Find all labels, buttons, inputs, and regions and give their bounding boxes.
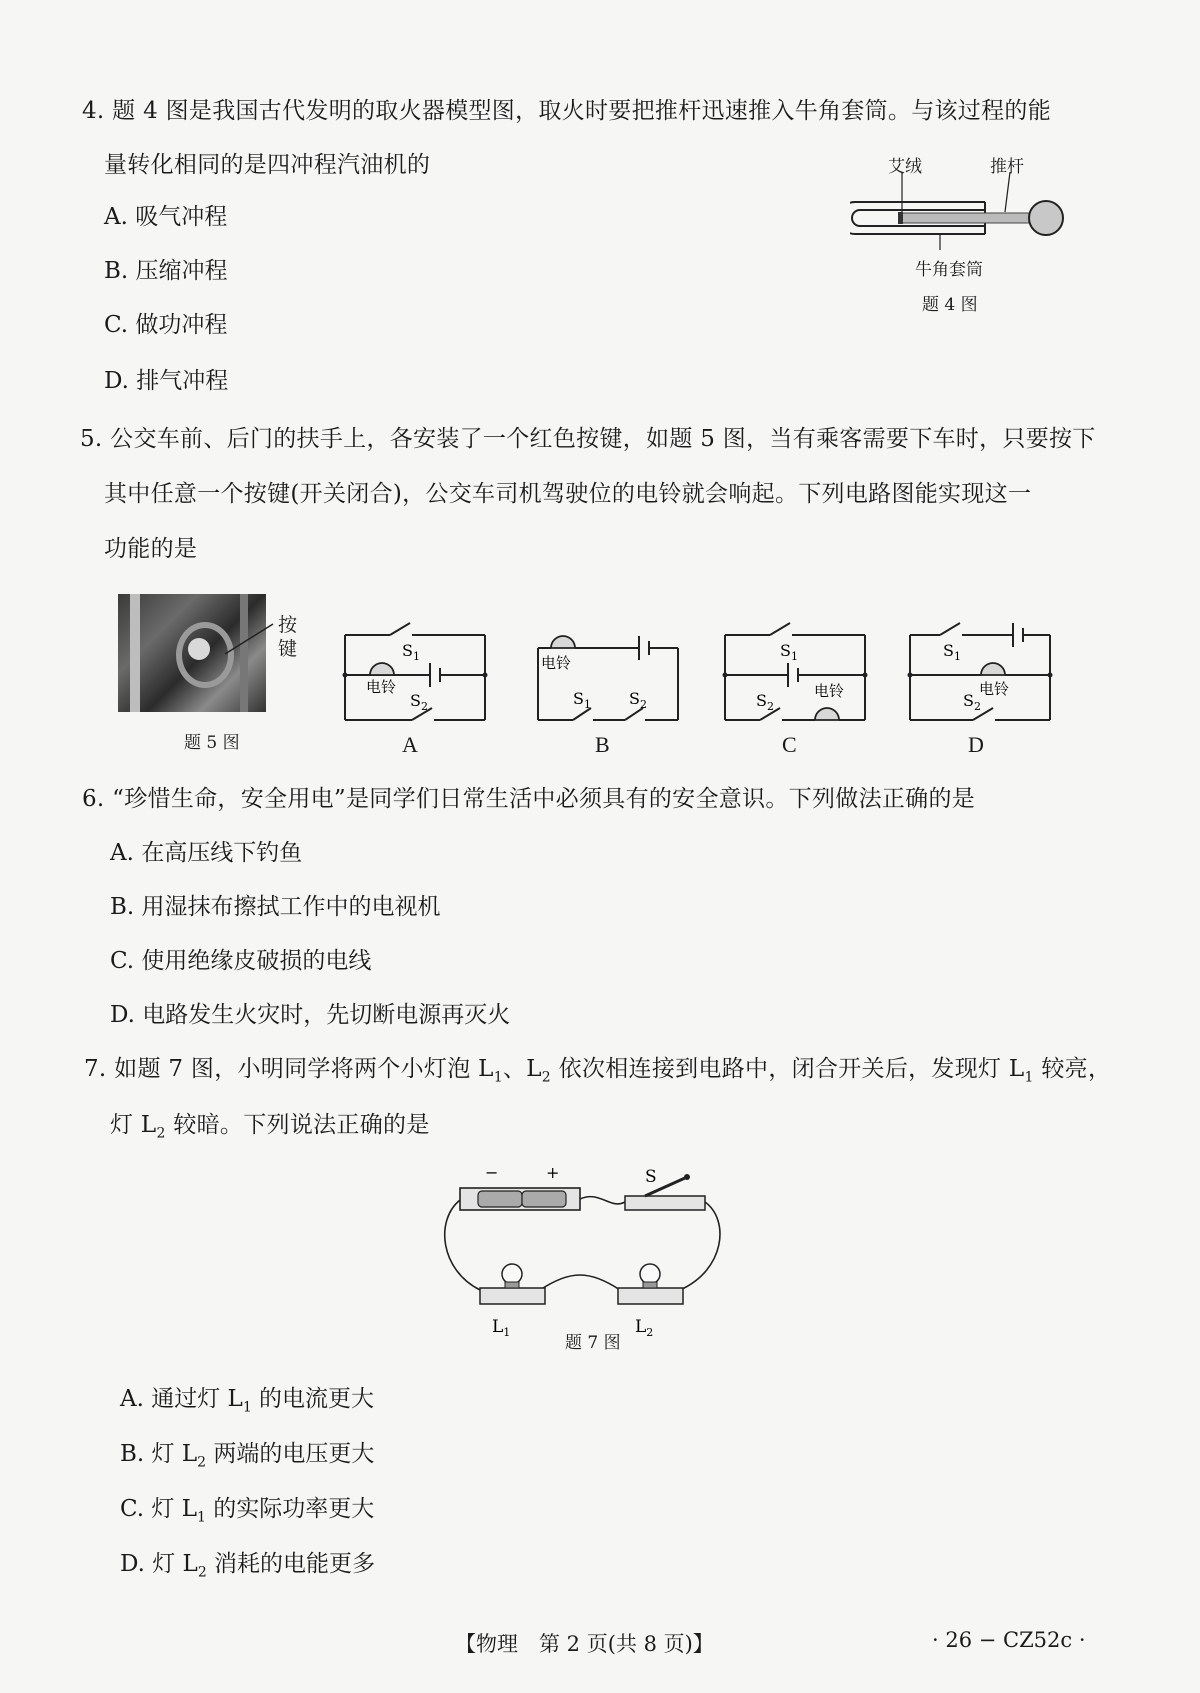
q5-stem-line1: 5. 公交车前、后门的扶手上，各安装了一个红色按键，如题 5 图，当有乘客需要下车时，只要按下	[80, 426, 1096, 452]
label-horn-sleeve: 牛角套筒	[915, 260, 983, 280]
q6-stem: 6. “珍惜生命，安全用电”是同学们日常生活中必须具有的安全意识。下列做法正确的是	[82, 786, 976, 812]
svg-text:电铃: 电铃	[541, 654, 572, 672]
circuit-c	[720, 620, 870, 730]
battery-2	[522, 1191, 566, 1207]
svg-text:S2: $S_2$	[756, 691, 774, 713]
tinder	[898, 212, 903, 224]
horn-sleeve-outer	[850, 202, 895, 234]
svg-text:S2: $S_2$	[410, 691, 428, 713]
circuit-d	[905, 620, 1055, 730]
svg-text:−: −	[485, 1163, 499, 1182]
q7-option-a: A. 通过灯 $L_1$ 的电流更大	[120, 1386, 375, 1416]
svg-text:S2: $S_2$	[629, 689, 647, 711]
circuit-d-letter: D	[968, 732, 984, 757]
q7-stem-line1: 7. 如题 7 图，小明同学将两个小灯泡 $L_1$、$L_2$ 依次相连接到电路中，闭合开关后，发现灯 $L_1$ 较亮，	[84, 1056, 1112, 1086]
push-rod	[902, 213, 1030, 223]
circuit-c-letter: C	[782, 732, 797, 757]
q4-stem-line2: 量转化相同的是四冲程汽油机的	[104, 152, 431, 178]
q4-option-c: C. 做功冲程	[104, 312, 228, 338]
q6-option-d: D. 电路发生火灾时，先切断电源再灭火	[110, 1002, 511, 1028]
rod-knob	[1029, 201, 1063, 235]
q5-stem-line3: 功能的是	[104, 536, 198, 562]
photo-label-2: 键	[278, 638, 298, 660]
q6-option-b: B. 用湿抹布擦拭工作中的电视机	[110, 894, 441, 920]
switch-base	[625, 1196, 705, 1210]
bulb-l2-base	[618, 1288, 683, 1304]
q4-option-b: B. 压缩冲程	[104, 258, 228, 284]
battery-1	[478, 1191, 522, 1207]
q7-option-b: B. 灯 $L_2$ 两端的电压更大	[120, 1441, 375, 1471]
bulb-l2	[640, 1264, 660, 1284]
svg-text:S1: $S_1$	[402, 641, 420, 663]
page-footer-code: · 26 − CZ52c ·	[932, 1628, 1086, 1652]
circuit-a-letter: A	[402, 732, 418, 757]
svg-text:S1: $S_1$	[573, 689, 591, 711]
svg-text:+: +	[546, 1163, 560, 1182]
q5-stem-line2: 其中任意一个按键(开关闭合)，公交车司机驾驶位的电铃就会响起。下列电路图能实现这一	[104, 481, 1032, 507]
bulb-l1-base	[480, 1288, 545, 1304]
label-push-rod: 推杆	[990, 157, 1024, 177]
q4-option-a: A. 吸气冲程	[104, 204, 228, 230]
circuit-b	[533, 620, 683, 730]
svg-text:电铃: 电铃	[366, 678, 397, 696]
bulb-l1	[502, 1264, 522, 1284]
svg-text:S1: $S_1$	[943, 641, 961, 663]
q7-circuit-figure	[440, 1160, 740, 1340]
photo-pointer-line	[225, 616, 285, 666]
label-tinder: 艾绒	[888, 157, 922, 177]
q6-option-c: C. 使用绝缘皮破损的电线	[110, 948, 372, 974]
q4-figure-caption: 题 4 图	[922, 295, 978, 315]
svg-text:S2: $S_2$	[963, 691, 981, 713]
q7-stem-line2: 灯 $L_2$ 较暗。下列说法正确的是	[110, 1112, 430, 1142]
q7-option-d: D. 灯 $L_2$ 消耗的电能更多	[120, 1551, 376, 1581]
q4-option-d: D. 排气冲程	[104, 368, 229, 394]
circuit-a	[340, 620, 490, 730]
circuit-b-letter: B	[595, 732, 610, 757]
svg-text:电铃: 电铃	[979, 680, 1010, 698]
photo-label-1: 按	[278, 614, 298, 636]
svg-text:L2: $L_2$	[635, 1317, 654, 1339]
q7-option-c: C. 灯 $L_1$ 的实际功率更大	[120, 1496, 375, 1526]
q5-photo-caption: 题 5 图	[184, 733, 240, 753]
q6-option-a: A. 在高压线下钓鱼	[110, 840, 303, 866]
svg-text:电铃: 电铃	[814, 682, 845, 700]
svg-text:S1: $S_1$	[780, 641, 798, 663]
q7-figure-caption: 题 7 图	[565, 1333, 621, 1353]
svg-text:S: S	[645, 1167, 657, 1187]
svg-text:L1: $L_1$	[492, 1317, 511, 1339]
page-footer-center: 【物理 第 2 页(共 8 页)】	[455, 1632, 714, 1656]
q4-stem-line1: 4. 题 4 图是我国古代发明的取火器模型图，取火时要把推杆迅速推入牛角套筒。与该过程的能	[82, 98, 1052, 124]
